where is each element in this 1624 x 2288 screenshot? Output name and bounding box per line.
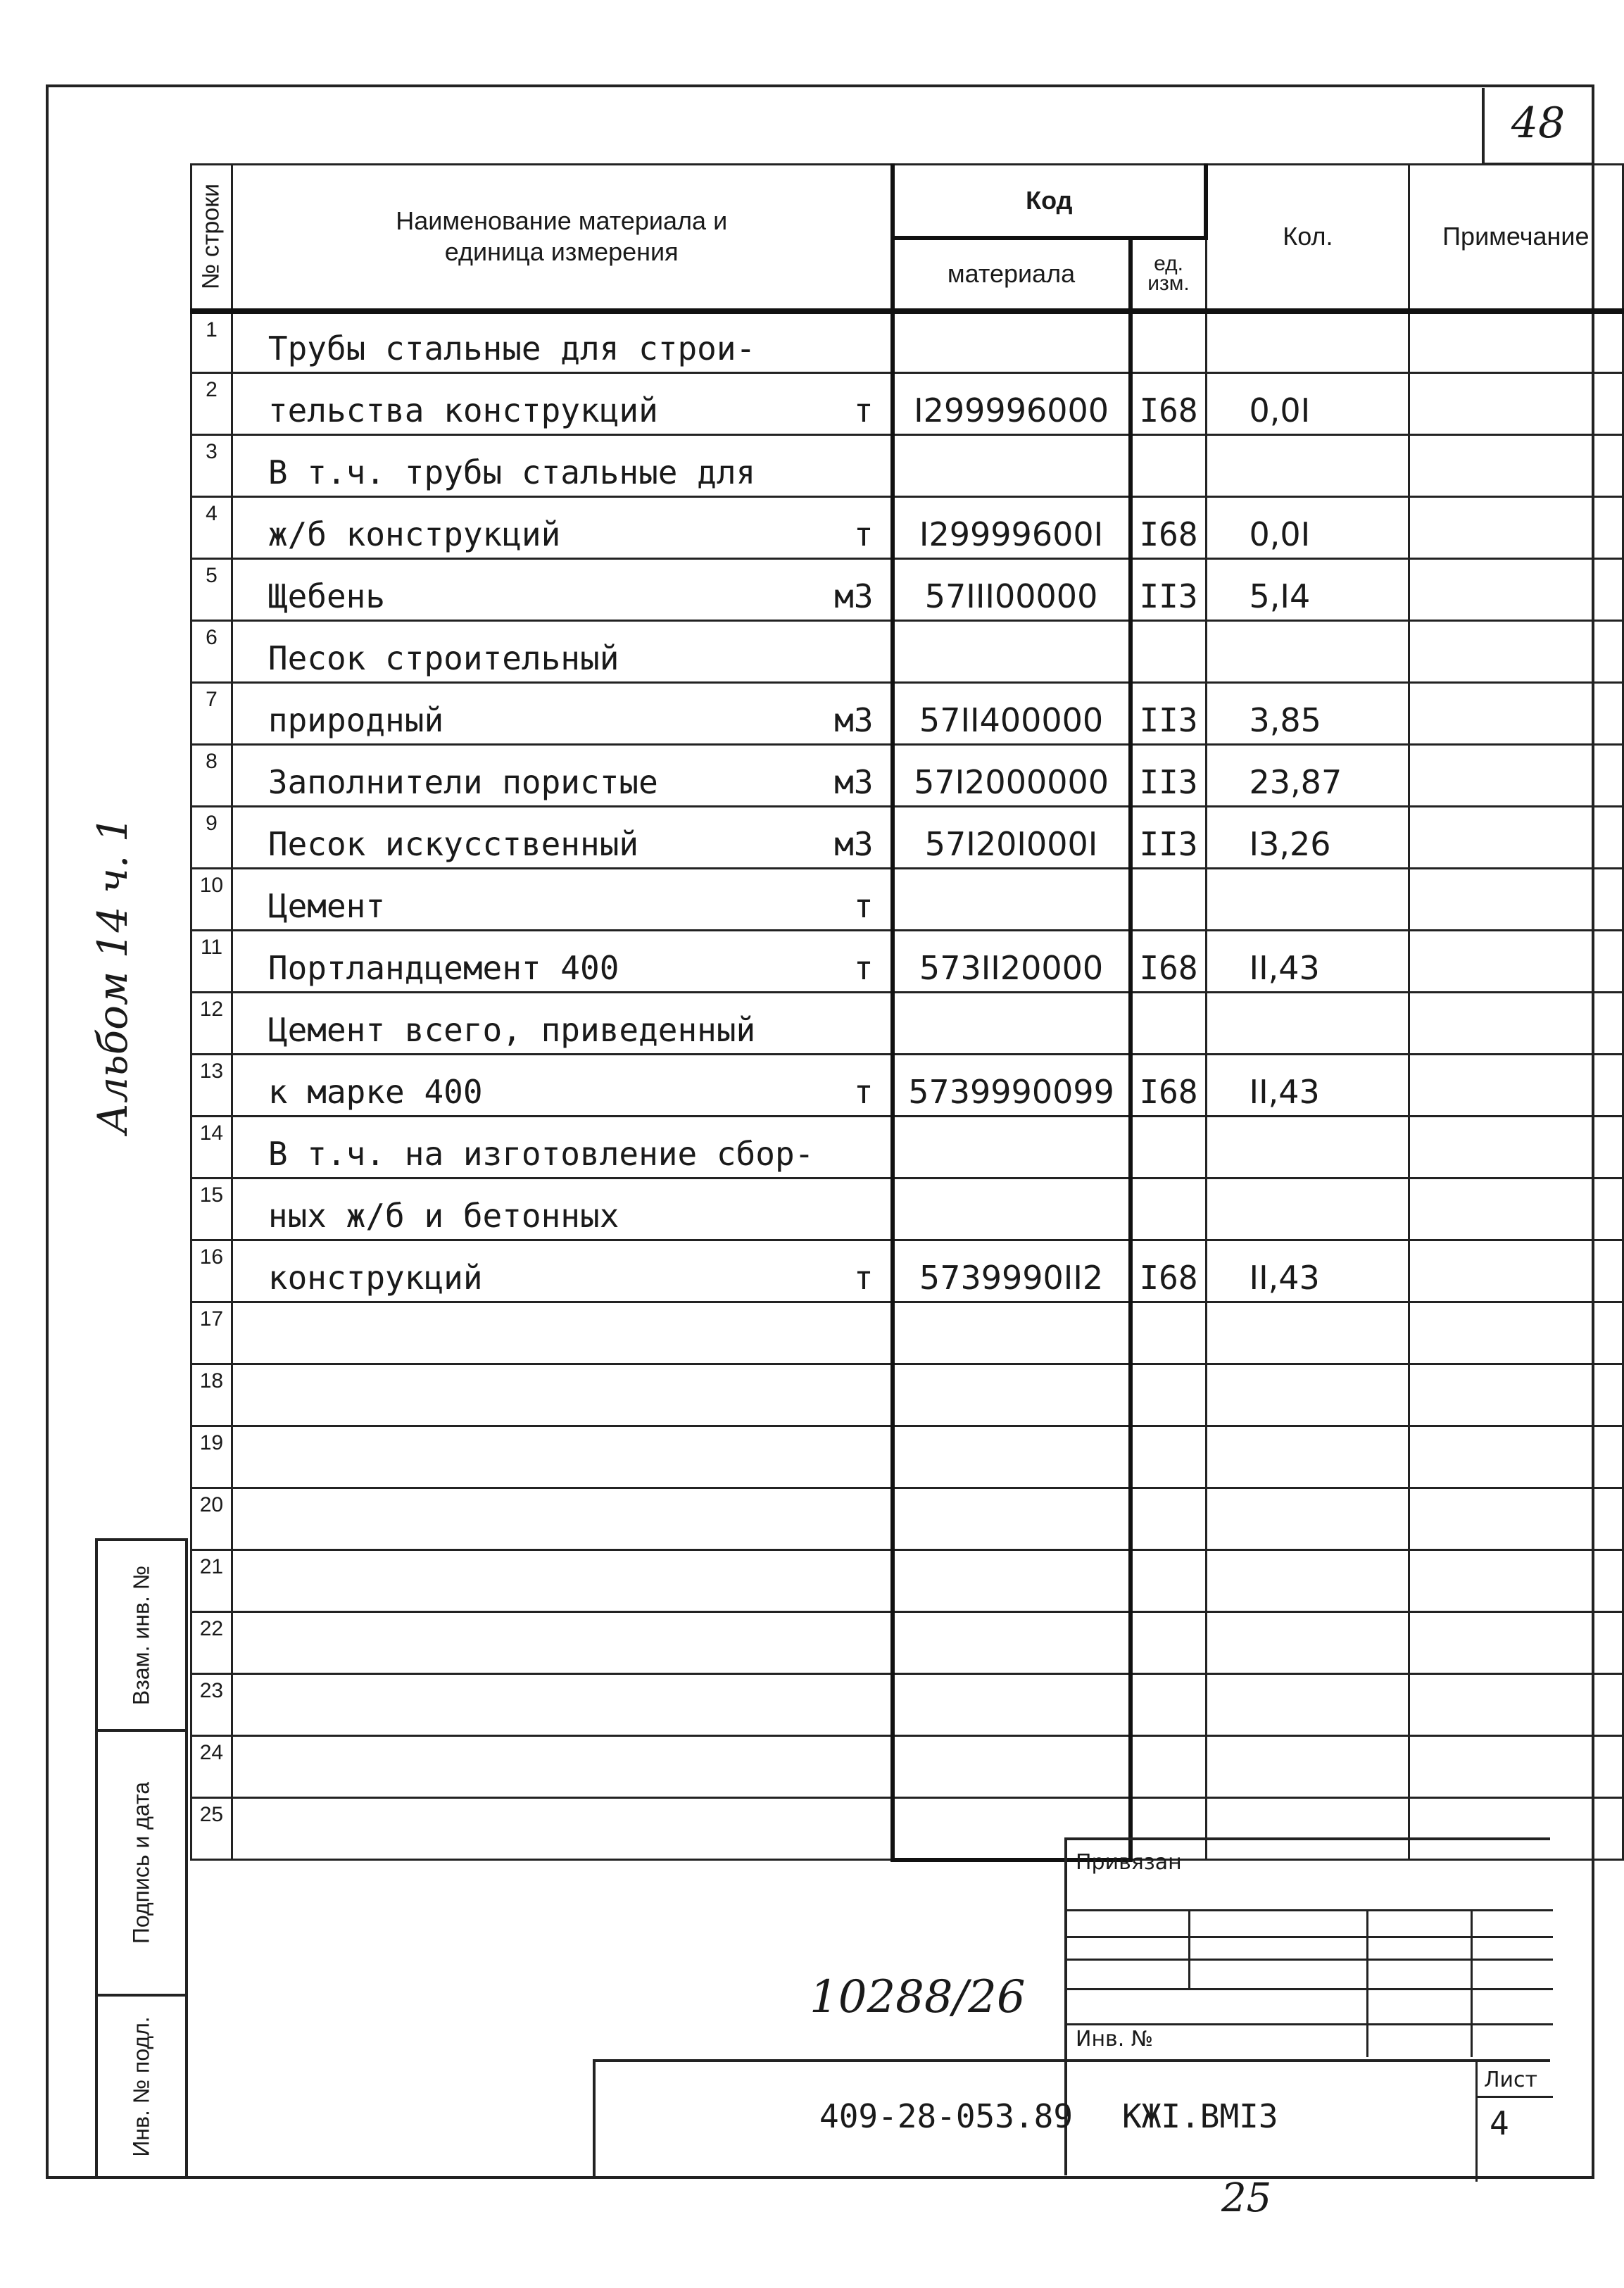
material-unit: т [853, 1259, 874, 1297]
material-name [232, 1798, 892, 1860]
material-code: I29999600I [893, 497, 1131, 559]
table-row [191, 993, 1623, 1055]
material-name [232, 1550, 892, 1612]
material-code [893, 1117, 1131, 1178]
material-unit: м3 [834, 577, 874, 615]
quantity [1206, 1612, 1409, 1674]
material-code [893, 1488, 1131, 1550]
quantity [1206, 1674, 1409, 1736]
inv-no-label: Инв. № [1076, 2027, 1154, 2051]
material-name-text: Песок строительный [267, 639, 619, 677]
material-name [232, 1364, 892, 1426]
row-number: 24 [191, 1736, 232, 1798]
material-name [232, 435, 892, 497]
quantity [1206, 1736, 1409, 1798]
material-code: 57III00000 [893, 559, 1131, 621]
material-code [893, 1364, 1131, 1426]
unit-code [1131, 1488, 1206, 1550]
material-name-text: Трубы стальные для строи- [267, 329, 756, 367]
handwritten-inv-number: 10288/26 [810, 1971, 1026, 2023]
material-code [893, 1736, 1131, 1798]
quantity [1206, 1178, 1409, 1240]
material-name-text: Песок искусственный [267, 825, 639, 863]
table-row [191, 869, 1623, 931]
note [1409, 621, 1623, 683]
header-code-unit: ед. изм. [1131, 238, 1206, 311]
material-name [232, 1178, 892, 1240]
note [1409, 1488, 1623, 1550]
row-number: 6 [191, 621, 232, 683]
quantity [1206, 1426, 1409, 1488]
table-row [191, 1055, 1623, 1117]
material-name [232, 497, 892, 559]
note [1409, 1736, 1623, 1798]
unit-code [1131, 1302, 1206, 1364]
note [1409, 497, 1623, 559]
quantity [1206, 435, 1409, 497]
table-row [191, 1364, 1623, 1426]
table-row [191, 1488, 1623, 1550]
quantity: 0,0I [1206, 497, 1409, 559]
material-name [232, 311, 892, 373]
material-name-text: к марке 400 [267, 1073, 483, 1111]
sheet-number: 48 [1511, 99, 1566, 148]
row-number: 12 [191, 993, 232, 1055]
quantity: II,43 [1206, 1240, 1409, 1302]
quantity: 3,85 [1206, 683, 1409, 745]
row-number: 23 [191, 1674, 232, 1736]
materials-table [190, 163, 1624, 1862]
unit-code [1131, 1117, 1206, 1178]
unit-code: II3 [1131, 683, 1206, 745]
note [1409, 807, 1623, 869]
material-code: 5739990II2 [893, 1240, 1131, 1302]
material-name [232, 745, 892, 807]
quantity [1206, 621, 1409, 683]
header-row-number: № строки [191, 165, 232, 311]
quantity [1206, 869, 1409, 931]
row-number: 20 [191, 1488, 232, 1550]
table-row [191, 559, 1623, 621]
material-name-text: Щебень [267, 577, 386, 615]
note [1409, 311, 1623, 373]
table-row [191, 1736, 1623, 1798]
material-unit: м3 [834, 763, 874, 801]
material-code: I299996000 [893, 373, 1131, 435]
material-unit: т [853, 949, 874, 987]
note [1409, 931, 1623, 993]
table-row [191, 373, 1623, 435]
table-row [191, 745, 1623, 807]
material-name [232, 683, 892, 745]
note [1409, 993, 1623, 1055]
material-name-text: Портландцемент 400 [267, 949, 619, 987]
material-name-text: В т.ч. на изготовление сбор- [267, 1135, 814, 1173]
table-row [191, 1302, 1623, 1364]
table-row [191, 621, 1623, 683]
note [1409, 869, 1623, 931]
material-code [893, 1612, 1131, 1674]
quantity: 23,87 [1206, 745, 1409, 807]
material-name [232, 1302, 892, 1364]
row-number: 21 [191, 1550, 232, 1612]
material-name [232, 1426, 892, 1488]
unit-code: I68 [1131, 497, 1206, 559]
unit-code [1131, 621, 1206, 683]
row-number: 17 [191, 1302, 232, 1364]
table-row [191, 1674, 1623, 1736]
material-name [232, 807, 892, 869]
row-number: 10 [191, 869, 232, 931]
unit-code: I68 [1131, 373, 1206, 435]
row-number: 19 [191, 1426, 232, 1488]
note [1409, 1240, 1623, 1302]
material-name-text: Цемент всего, приведенный [267, 1011, 756, 1049]
material-unit: т [853, 1073, 874, 1111]
note [1409, 559, 1623, 621]
material-code: 57II400000 [893, 683, 1131, 745]
note [1409, 1364, 1623, 1426]
row-number: 18 [191, 1364, 232, 1426]
material-name [232, 1055, 892, 1117]
note [1409, 373, 1623, 435]
table-row [191, 497, 1623, 559]
material-name-text: ных ж/б и бетонных [267, 1197, 619, 1235]
row-number: 4 [191, 497, 232, 559]
row-number: 11 [191, 931, 232, 993]
material-name-text: ж/б конструкций [267, 515, 561, 553]
unit-code: II3 [1131, 745, 1206, 807]
header-code-material: материала [893, 238, 1131, 311]
privyazan-label: Привязан [1076, 1850, 1182, 1875]
material-unit: т [853, 515, 874, 553]
material-code [893, 993, 1131, 1055]
table-row [191, 807, 1623, 869]
table-row [191, 1117, 1623, 1178]
material-code [893, 869, 1131, 931]
header-quantity: Кол. [1206, 165, 1409, 311]
note [1409, 1550, 1623, 1612]
table-row [191, 1240, 1623, 1302]
quantity: II,43 [1206, 931, 1409, 993]
document-code: 409-28-053.89 [819, 2097, 1074, 2135]
material-name [232, 1612, 892, 1674]
list-value: 4 [1490, 2104, 1509, 2142]
unit-code [1131, 993, 1206, 1055]
quantity [1206, 1117, 1409, 1178]
material-name-text: Заполнители пористые [267, 763, 658, 801]
material-name [232, 373, 892, 435]
material-name-text: тельства конструкций [267, 391, 658, 429]
table-row [191, 1550, 1623, 1612]
material-code [893, 1178, 1131, 1240]
row-number: 16 [191, 1240, 232, 1302]
material-code [893, 1550, 1131, 1612]
row-number: 3 [191, 435, 232, 497]
unit-code [1131, 1364, 1206, 1426]
row-number: 2 [191, 373, 232, 435]
unit-code [1131, 1550, 1206, 1612]
note [1409, 745, 1623, 807]
material-code [893, 1426, 1131, 1488]
note [1409, 1302, 1623, 1364]
note [1409, 435, 1623, 497]
handwritten-page-number: 25 [1221, 2175, 1272, 2221]
note [1409, 1612, 1623, 1674]
quantity [1206, 1550, 1409, 1612]
material-name [232, 1674, 892, 1736]
quantity: 5,I4 [1206, 559, 1409, 621]
material-name-text: конструкций [267, 1259, 483, 1297]
material-name [232, 1488, 892, 1550]
stamp-podpis-data: Подпись и дата [95, 1729, 188, 1997]
material-name [232, 1117, 892, 1178]
header-code-group: Код [893, 165, 1206, 238]
unit-code: II3 [1131, 559, 1206, 621]
unit-code: I68 [1131, 1055, 1206, 1117]
unit-code [1131, 1612, 1206, 1674]
quantity [1206, 993, 1409, 1055]
material-name [232, 559, 892, 621]
note [1409, 1674, 1623, 1736]
row-number: 9 [191, 807, 232, 869]
unit-code [1131, 1178, 1206, 1240]
note [1409, 1178, 1623, 1240]
quantity [1206, 1364, 1409, 1426]
material-name [232, 869, 892, 931]
material-unit: м3 [834, 701, 874, 739]
unit-code: I68 [1131, 931, 1206, 993]
row-number: 7 [191, 683, 232, 745]
document-code-block [593, 2059, 1550, 2179]
material-name [232, 993, 892, 1055]
unit-code [1131, 311, 1206, 373]
header-note: Примечание [1409, 165, 1623, 311]
row-number: 22 [191, 1612, 232, 1674]
table-row [191, 1612, 1623, 1674]
unit-code: II3 [1131, 807, 1206, 869]
unit-code [1131, 1736, 1206, 1798]
note [1409, 1426, 1623, 1488]
table-row [191, 311, 1623, 373]
material-code [893, 435, 1131, 497]
material-code: 57I2000000 [893, 745, 1131, 807]
quantity [1206, 311, 1409, 373]
material-code: 57I20I000I [893, 807, 1131, 869]
material-name-text: Цемент [267, 887, 386, 925]
row-number: 8 [191, 745, 232, 807]
table-row [191, 1178, 1623, 1240]
row-number: 5 [191, 559, 232, 621]
quantity [1206, 1488, 1409, 1550]
row-number: 1 [191, 311, 232, 373]
material-code: 573II20000 [893, 931, 1131, 993]
unit-code [1131, 435, 1206, 497]
material-unit: т [853, 887, 874, 925]
quantity: 0,0I [1206, 373, 1409, 435]
material-unit: т [853, 391, 874, 429]
material-name [232, 1736, 892, 1798]
note [1409, 1055, 1623, 1117]
unit-code [1131, 1426, 1206, 1488]
document-mark: КЖI.ВМI3 [1122, 2097, 1278, 2135]
stamp-vzam-inv: Взам. инв. № [95, 1538, 188, 1732]
album-note: Альбом 14 ч. 1 [89, 816, 137, 1134]
table-row [191, 435, 1623, 497]
note [1409, 1117, 1623, 1178]
quantity [1206, 1302, 1409, 1364]
material-name-text: В т.ч. трубы стальные для [267, 453, 756, 491]
list-label: Лист [1484, 2068, 1538, 2092]
material-name-text: природный [267, 701, 444, 739]
quantity: II,43 [1206, 1055, 1409, 1117]
note [1409, 683, 1623, 745]
table-row [191, 931, 1623, 993]
stamp-inv-podl: Инв. № подл. [95, 1994, 188, 2179]
material-unit: м3 [834, 825, 874, 863]
unit-code [1131, 869, 1206, 931]
material-name [232, 931, 892, 993]
material-name [232, 621, 892, 683]
table-row [191, 683, 1623, 745]
unit-code: I68 [1131, 1240, 1206, 1302]
material-code [893, 311, 1131, 373]
row-number: 13 [191, 1055, 232, 1117]
material-code: 5739990099 [893, 1055, 1131, 1117]
header-name: Наименование материала и единица измерения [232, 165, 892, 311]
material-code [893, 621, 1131, 683]
material-name [232, 1240, 892, 1302]
row-number: 14 [191, 1117, 232, 1178]
row-number: 25 [191, 1798, 232, 1860]
table-row [191, 1426, 1623, 1488]
material-code [893, 1302, 1131, 1364]
material-code [893, 1674, 1131, 1736]
row-number: 15 [191, 1178, 232, 1240]
quantity: I3,26 [1206, 807, 1409, 869]
unit-code [1131, 1674, 1206, 1736]
